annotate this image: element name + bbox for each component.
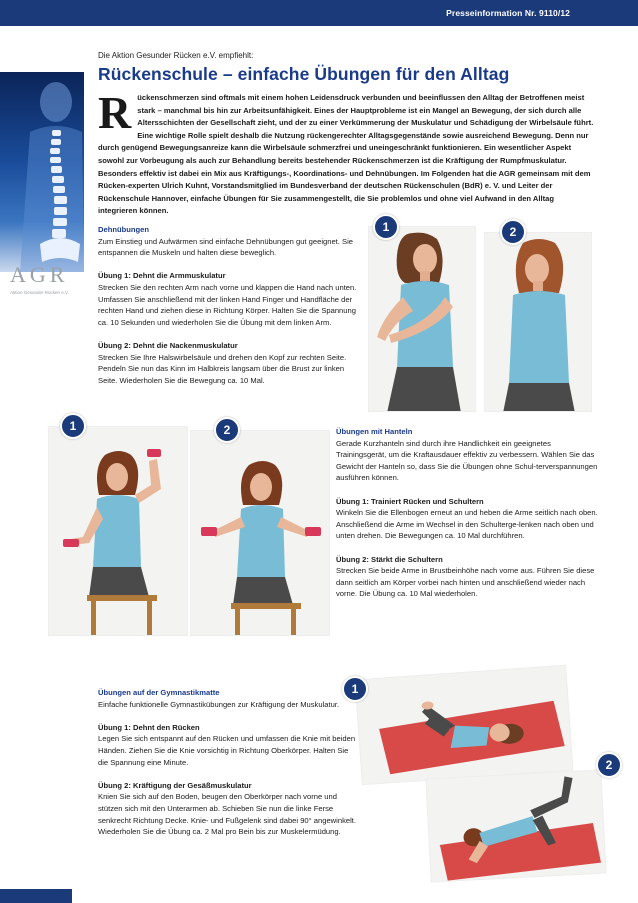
drop-cap: R — [98, 87, 132, 138]
article-title: Rückenschule – einfache Übungen für den Alltag — [98, 64, 510, 84]
badge-mat-1: 1 — [342, 676, 368, 702]
photo-mat-1 — [355, 665, 574, 786]
photo-mat-2 — [425, 769, 606, 882]
badge-stretch-2: 2 — [500, 219, 526, 245]
mat-1-figure-icon — [356, 666, 574, 786]
footer-bar — [0, 889, 72, 903]
mat-heading: Übungen auf der Gymnastikmatte — [98, 688, 220, 697]
photo-neck-stretch — [484, 232, 592, 412]
mat-ex2-text: Knien Sie sich auf den Boden, beugen den Oberkörper nach vorne und stützen sich mit den Unterarmen ab. Schieben Sie nun die linke Ferse senkrecht Richtung Decke. Knie- und Fußgelenk sind dabei 90° angewinkelt. Wiederholen Sie die Übung ca. 2 Mal pro Bein bis zur Muskelermüdung. — [98, 792, 356, 837]
dumbbell-section — [336, 426, 598, 600]
stretch-heading: Dehnübungen — [98, 225, 150, 234]
stretch-section — [98, 224, 360, 386]
press-info-label: Presseinformation Nr. 9110/12 — [446, 8, 570, 18]
stretch-ex1-text: Strecken Sie den rechten Arm nach vorne und klappen die Hand nach unten. Umfassen Sie anschließend mit der linken Hand Finger und Handfläche der rechten Hand und ziehen diese in Richtung Körper. Halten Sie die Spannung ca. 10 Sekunden und wiederholen Sie die Übung mit dem linken Arm. — [98, 282, 357, 327]
mat-ex1-text: Legen Sie sich entspannt auf den Rücken und umfassen die Knie mit beiden Händen. Ziehen Sie die Knie vorsichtig in Richtung Oberkörper. Halten Sie die Spannung eine Minute. — [98, 734, 356, 767]
mat-intro: Einfache funktionelle Gymnastikübungen zur Kräftigung der Muskulatur. — [98, 699, 340, 709]
article-kicker: Die Aktion Gesunder Rücken e.V. empfiehlt: — [98, 51, 254, 60]
badge-dumbbell-2: 2 — [214, 417, 240, 443]
badge-stretch-1: 1 — [373, 214, 399, 240]
neck-stretch-figure-icon — [485, 233, 592, 412]
photo-dumbbell-1 — [48, 426, 188, 636]
dumbbell-ex2-text: Strecken Sie beide Arme in Brustbeinhöhe nach vorne aus. Führen Sie diese dann seitlich am Körper vorbei nach hinten und anschließend wieder nach vorne. Die Übung ca. 10 Mal wiederholen. — [336, 566, 595, 599]
dumbbell-ex1-title: Übung 1: Trainiert Rücken und Schultern — [336, 496, 484, 506]
mat-ex1-title: Übung 1: Dehnt den Rücken — [98, 722, 200, 732]
logo-subtitle: Aktion Gesunder Rücken e.V. — [10, 290, 69, 295]
dumbbell-ex2-title: Übung 2: Stärkt die Schultern — [336, 554, 443, 564]
header-bar — [0, 0, 638, 26]
spine-illustration — [0, 72, 84, 272]
spine-figure-icon — [0, 72, 84, 272]
stretch-ex2-title: Übung 2: Dehnt die Nackenmuskulatur — [98, 340, 238, 350]
dumbbell-intro: Gerade Kurzhanteln sind durch ihre Handlichkeit ein geeignetes Trainingsgerät, um die Kraftausdauer effektiv zu verbessern. Wählen Sie das Gewicht der Hanteln so, dass Sie die Übungen ohne Schul-terverspannungen ausführen können. — [336, 438, 598, 483]
dumbbell-2-figure-icon — [191, 431, 330, 636]
photo-dumbbell-2 — [190, 430, 330, 636]
article-intro — [98, 87, 594, 218]
logo-letters: AGR — [10, 262, 69, 287]
stretch-ex2-text: Strecken Sie Ihre Halswirbelsäule und drehen den Kopf zur rechten Seite. Pendeln Sie nun das Kinn im Halbkreis langsam über die Brust zur linken Seite. Wiederholen Sie die Bewegung ca. 10 Mal. — [98, 352, 347, 385]
mat-section — [98, 687, 360, 838]
dumbbell-1-figure-icon — [49, 427, 188, 636]
photo-arm-stretch — [368, 226, 476, 412]
dumbbell-heading: Übungen mit Hanteln — [336, 427, 413, 436]
badge-mat-2: 2 — [596, 752, 622, 778]
badge-dumbbell-1: 1 — [60, 413, 86, 439]
stretch-intro: Zum Einstieg und Aufwärmen sind einfache Dehnübungen gut geeignet. Sie entspannen die Muskeln und halten diese beweglich. — [98, 236, 353, 258]
mat-2-figure-icon — [426, 770, 606, 882]
dumbbell-ex1-text: Winkeln Sie die Ellenbogen erneut an und heben die Arme seitlich nach oben. Anschließend die Arme im Wechsel in den Schulterge-lenken nach oben und unten drehen. Die Bewegungen ca. 10 Mal durchführen. — [336, 508, 598, 541]
arm-stretch-figure-icon — [369, 227, 476, 412]
intro-text: ückenschmerzen sind oftmals mit einem hohen Leidensdruck verbunden und beeinflussen den Alltag der Betroffenen meist stark – manchmal bis hin zur Arbeitsunfähigkeit. Eines der Hauptprobleme ist ein Mangel an Bewegung, der sich durch alle Altersschichten der Gesellschaft zieht, und der zu einer Verkümmerung der Muskulatur und Schädigung der Wirbelsäule führt. Eine wichtige Rolle spielt deshalb die Nutzung rückengerechter Alltagsgegenstände sowie ausreichend Bewegung. Denn nur durch genügend Bewegungsanreize kann die Wirbelsäule schmerzfrei und uneingeschränkt funktionieren. Ein wesentlicher Aspekt sowohl zur Vorbeugung als auch zur Behandlung bereits bestehender Rückenschmerzen ist die Kräftigung der Rumpfmuskulatur. Besonders effektiv ist dabei ein Mix aus Kräftigungs-, Koordinations- und Dehnübungen. Im Folgenden hat die AGR gemeinsam mit dem Rücken-experten Ulrich Kuhnt, Vorstandsmitglied im Bundesverband der deutschen Rückenschulen (BdR) e. V. und Leiter der Rückenschule Hannover, einfache Übungen für Sie zusammengestellt, die Sie problemlos und ohne viel Aufwand in den Alltag integrieren können. — [98, 93, 594, 216]
agr-logo — [10, 262, 74, 295]
mat-ex2-title: Übung 2: Kräftigung der Gesäßmuskulatur — [98, 780, 252, 790]
stretch-ex1-title: Übung 1: Dehnt die Armmuskulatur — [98, 271, 226, 281]
